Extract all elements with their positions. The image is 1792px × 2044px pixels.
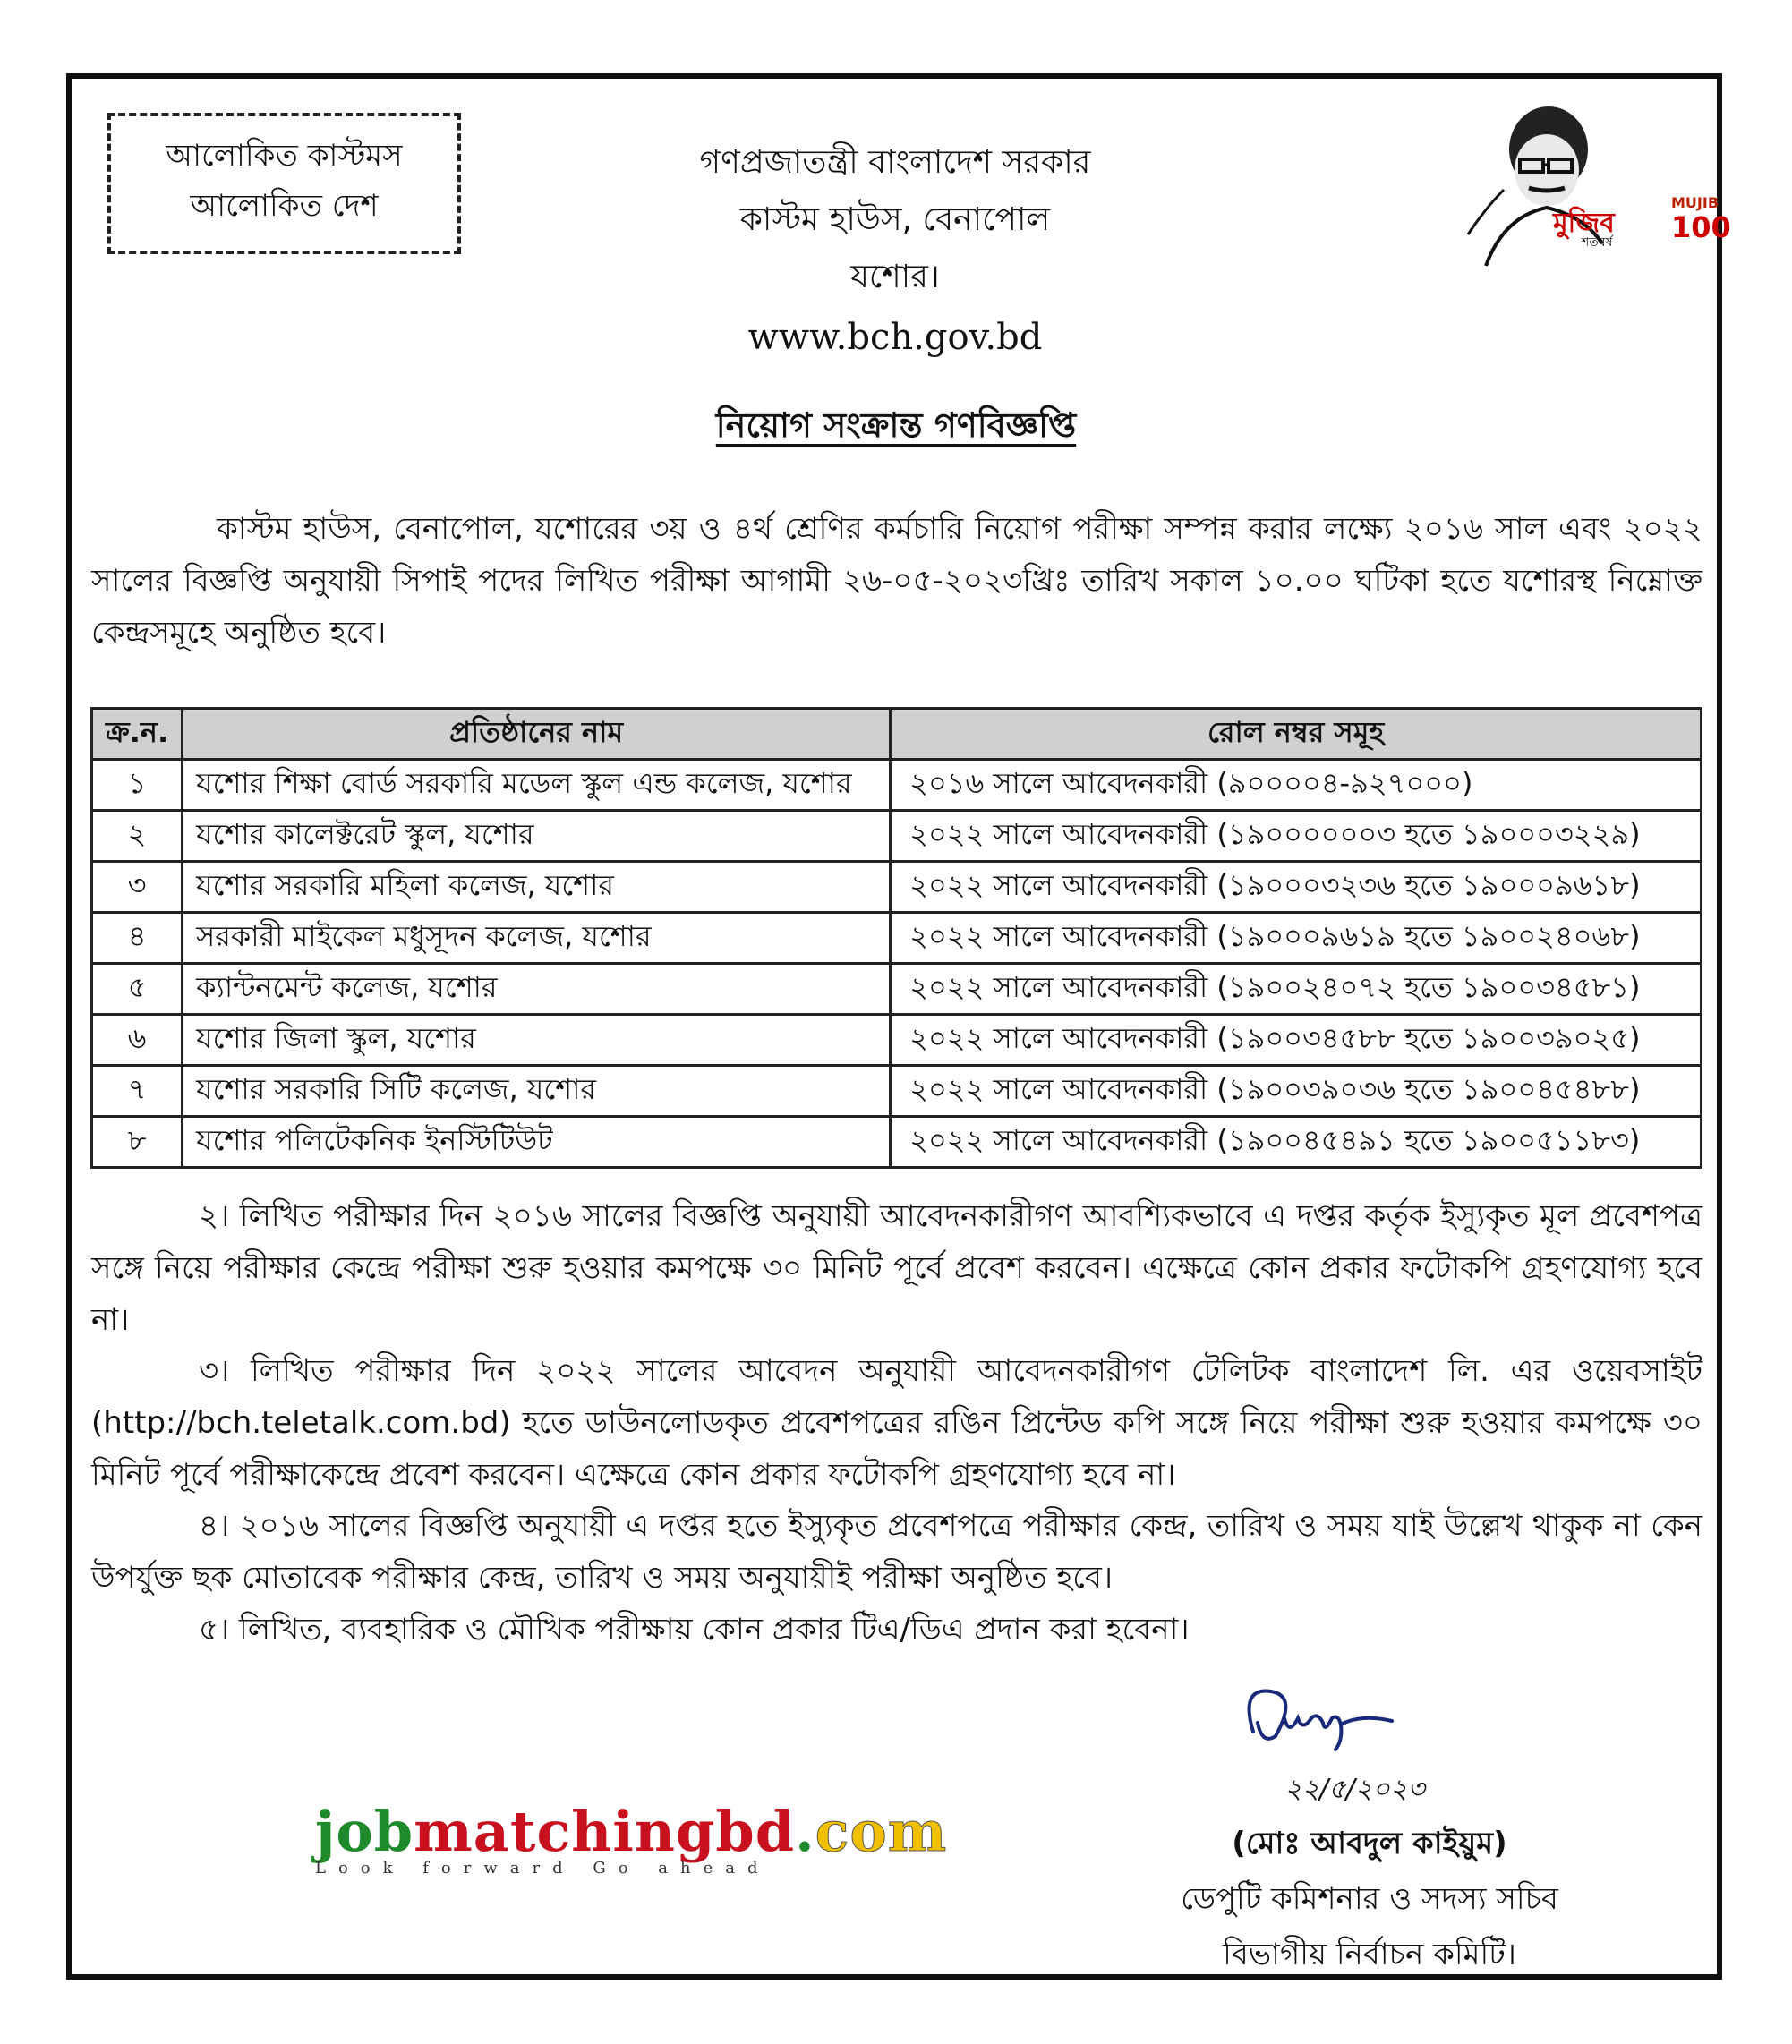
signatory-name-text: (মোঃ আবদুল কাইয়ুম): [1232, 1826, 1507, 1861]
row-institution: যশোর শিক্ষা বোর্ড সরকারি মডেল স্কুল এন্ড কলেজ, যশোর: [183, 760, 891, 811]
header-serial: ক্র.ন.: [92, 709, 183, 760]
notice-title: নিয়োগ সংক্রান্ত গণবিজ্ঞপ্তি: [715, 405, 1077, 445]
wm-job: job: [315, 1799, 414, 1864]
office-header: [537, 134, 1253, 369]
table-row: [92, 811, 1702, 862]
row-institution: ক্যান্টনমেন্ট কলেজ, যশোর: [183, 964, 891, 1015]
paragraph-centre-override: ৪। ২০১৬ সালের বিজ্ঞপ্তি অনুযায়ী এ দপ্তর হতে ইস্যুকৃত প্রবেশপত্রে পরীক্ষার কেন্দ্র, তারিখ ও সময় যাই উল্লেখ থাকুক না কেন উপর্যুক্ত ছক মোতাবেক পরীক্ষার কেন্দ্র, তারিখ ও সময় অনুযায়ীই পরীক্ষা অনুষ্ঠিত হবে।: [91, 1508, 1702, 1596]
paragraph-no-ta-da: ৫। লিখিত, ব্যবহারিক ও মৌখিক পরীক্ষায় কোন প্রকার টিএ/ডিএ প্রদান করা হবেনা।: [199, 1612, 1190, 1648]
wm-dot: .: [795, 1799, 815, 1864]
row-institution: যশোর সরকারি মহিলা কলেজ, যশোর: [183, 862, 891, 913]
row-roll: ২০১৬ সালে আবেদনকারী (৯০০০০৪-৯২৭০০০): [891, 760, 1702, 811]
table-row: [92, 1015, 1702, 1066]
row-serial: ৭: [92, 1066, 183, 1117]
row-serial: ৫: [92, 964, 183, 1015]
row-institution: যশোর পলিটেকনিক ইনস্টিটিউট: [183, 1117, 891, 1168]
row-serial: ৬: [92, 1015, 183, 1066]
header-roll-numbers: রোল নম্বর সমূহ: [891, 709, 1702, 760]
row-roll: ২০২২ সালে আবেদনকারী (১৯০০০০০০৩ হতে ১৯০০০৩২২৯): [891, 811, 1702, 862]
watermark-tagline: Look forward Go ahead: [315, 1859, 771, 1878]
signatory-name: [1119, 1817, 1620, 1870]
signatory-designation: ডেপুটি কমিশনার ও সদস্য সচিব: [1181, 1881, 1558, 1917]
handwritten-signature: [1235, 1669, 1414, 1759]
table-row: [92, 964, 1702, 1015]
logo-sub: শতবর্ষ: [1582, 235, 1613, 250]
header-city: যশোর।: [850, 259, 940, 295]
row-roll: ২০২২ সালে আবেদনকারী (১৯০০৪৫৪৯১ হতে ১৯০০৫১১৮৩): [891, 1117, 1702, 1168]
row-institution: যশোর জিলা স্কুল, যশোর: [183, 1015, 891, 1066]
logo-mujib: MUJIB: [1671, 194, 1719, 211]
row-institution: যশোর কালেক্টরেট স্কুল, যশোর: [183, 811, 891, 862]
table-row: [92, 760, 1702, 811]
watermark-brand: [315, 1799, 947, 1864]
row-serial: ৪: [92, 913, 183, 964]
paragraph-2016-admit-card: ২। লিখিত পরীক্ষার দিন ২০১৬ সালের বিজ্ঞপ্তি অনুযায়ী আবেদনকারীগণ আবশ্যিকভাবে এ দপ্তর কর্তৃক ইস্যুকৃত মূল প্রবেশপত্র সঙ্গে নিয়ে পরীক্ষার কেন্দ্রে পরীক্ষা শুরু হওয়ার কমপক্ষে ৩০ মিনিট পূর্বে প্রবেশ করবেন। এক্ষেত্রে কোন প্রকার ফটোকপি গ্রহণযোগ্য হবে না।: [91, 1198, 1702, 1338]
row-serial: ৩: [92, 862, 183, 913]
row-roll: ২০২২ সালে আবেদনকারী (১৯০০২৪০৭২ হতে ১৯০০৩৪৫৮১): [891, 964, 1702, 1015]
header-government: গণপ্রজাতন্ত্রী বাংলাদেশ সরকার: [699, 144, 1091, 181]
row-roll: ২০২২ সালে আবেদনকারী (১৯০০৩৪৫৮৮ হতে ১৯০০৩৯০২৫): [891, 1015, 1702, 1066]
wm-com: com: [815, 1799, 948, 1864]
row-roll: ২০২২ সালে আবেদনকারী (১৯০০০৯৬১৯ হতে ১৯০০২৪০৬৮): [891, 913, 1702, 964]
notice-title-wrap: [0, 399, 1792, 456]
row-serial: ৮: [92, 1117, 183, 1168]
jobmatchingbd-watermark: [315, 1799, 947, 1878]
row-institution: সরকারী মাইকেল মধুসূদন কলেজ, যশোর: [183, 913, 891, 964]
slogan-box: [107, 113, 461, 254]
table-row: [92, 862, 1702, 913]
header-office: কাস্টম হাউস, বেনাপোল: [739, 201, 1051, 238]
row-institution: যশোর সরকারি সিটি কলেজ, যশোর: [183, 1066, 891, 1117]
row-serial: ১: [92, 760, 183, 811]
logo-100: 100: [1671, 210, 1731, 244]
signatory-committee: বিভাগীয় নির্বাচন কমিটি।: [1223, 1937, 1516, 1972]
row-roll: ২০২২ সালে আবেদনকারী (১৯০০৩৯০৩৬ হতে ১৯০০৪৫৪৮৮): [891, 1066, 1702, 1117]
exam-centers-table: [90, 707, 1702, 1169]
table-row: [92, 1117, 1702, 1168]
table-header-row: [92, 709, 1702, 760]
header-institution: প্রতিষ্ঠানের নাম: [183, 709, 891, 760]
row-serial: ২: [92, 811, 183, 862]
slogan-line-2: আলোকিত দেশ: [190, 188, 379, 224]
paragraph-2022-admit-card: ৩। লিখিত পরীক্ষার দিন ২০২২ সালের আবেদন অনুযায়ী আবেদনকারীগণ টেলিটক বাংলাদেশ লি. এর ওয়েবসাইট (http://bch.teletalk.com.bd) হতে ডাউনলোডকৃত প্রবেশপত্রের রঙিন প্রিন্টেড কপি সঙ্গে নিয়ে পরীক্ষা শুরু হওয়ার কমপক্ষে ৩০ মিনিট পূর্বে পরীক্ষাকেন্দ্রে প্রবেশ করবেন। এক্ষেত্রে কোন প্রকার ফটোকপি গ্রহণযোগ্য হবে না।: [91, 1353, 1702, 1493]
mujib-logo-text: [1553, 194, 1731, 250]
logo-bangla: মুজিব: [1553, 208, 1615, 239]
header-website: www.bch.gov.bd: [747, 317, 1043, 358]
table-row: [92, 1066, 1702, 1117]
table-row: [92, 913, 1702, 964]
wm-matching: matchingbd: [414, 1799, 796, 1864]
row-roll: ২০২২ সালে আবেদনকারী (১৯০০০৩২৩৬ হতে ১৯০০০৯৬১৮): [891, 862, 1702, 913]
signature-date: ২২/৫/২০২৩: [1284, 1774, 1425, 1805]
paragraph-intro: কাস্টম হাউস, বেনাপোল, যশোরের ৩য় ও ৪র্থ শ্রেণির কর্মচারি নিয়োগ পরীক্ষা সম্পন্ন করার লক্ষ্যে ২০১৬ সাল এবং ২০২২ সালের বিজ্ঞপ্তি অনুযায়ী সিপাই পদের লিখিত পরীক্ষা আগামী ২৬-০৫-২০২৩খ্রিঃ তারিখ সকাল ১০.০০ ঘটিকা হতে যশোরস্থ নিম্নোক্ত কেন্দ্রসমূহে অনুষ্ঠিত হবে।: [91, 511, 1702, 651]
slogan-line-1: আলোকিত কাস্টমস: [166, 138, 403, 174]
